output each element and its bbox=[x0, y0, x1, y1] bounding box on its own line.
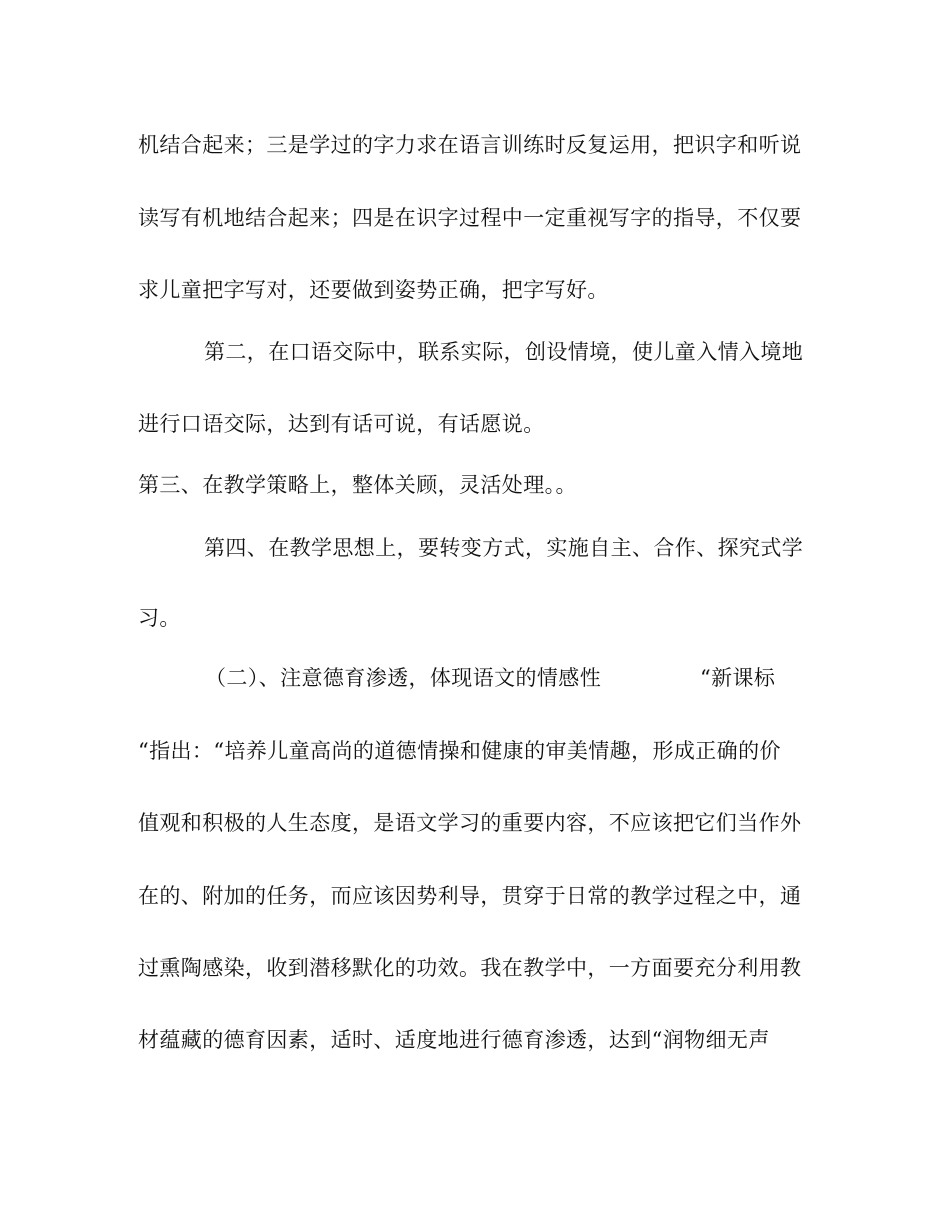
paragraph-line: 习。 bbox=[138, 606, 181, 630]
paragraph-line: 第二，在口语交际中，联系实际，创设情境，使儿童入情入境地 bbox=[204, 340, 804, 364]
section-heading: （二）、注意德育渗透，体现语文的情感性 bbox=[205, 666, 602, 690]
paragraph-line: 求儿童把字写对，还要做到姿势正确，把字写好。 bbox=[138, 278, 609, 302]
paragraph-line: 第四、在教学思想上，要转变方式，实施自主、合作、探究式学 bbox=[204, 536, 804, 560]
paragraph-line: 机结合起来；三是学过的字力求在语言训练时反复运用，把识字和听说 bbox=[138, 133, 802, 157]
paragraph-line: 读写有机地结合起来；四是在识字过程中一定重视写字的指导，不仅要 bbox=[138, 206, 802, 230]
paragraph-line: 在的、附加的任务，而应该因势利导，贯穿于日常的教学过程之中，通 bbox=[138, 884, 802, 908]
paragraph-line: 材蕴藏的德育因素，适时、适度地进行德育渗透，达到“润物细无声 bbox=[138, 1028, 770, 1052]
paragraph-line: 第三、在教学策略上，整体关顾，灵活处理。。 bbox=[138, 473, 577, 497]
quoted-term: “新课标 bbox=[700, 666, 776, 690]
paragraph-line: 值观和积极的人生态度，是语文学习的重要内容，不应该把它们当作外 bbox=[138, 811, 802, 835]
paragraph-line: 过熏陶感染，收到潜移默化的功效。我在教学中，一方面要充分利用教 bbox=[138, 956, 802, 980]
paragraph-line: 进行口语交际，达到有话可说，有话愿说。 bbox=[138, 412, 545, 436]
paragraph-line: “指出：“培养儿童高尚的道德情操和健康的审美情趣，形成正确的价 bbox=[138, 739, 781, 763]
